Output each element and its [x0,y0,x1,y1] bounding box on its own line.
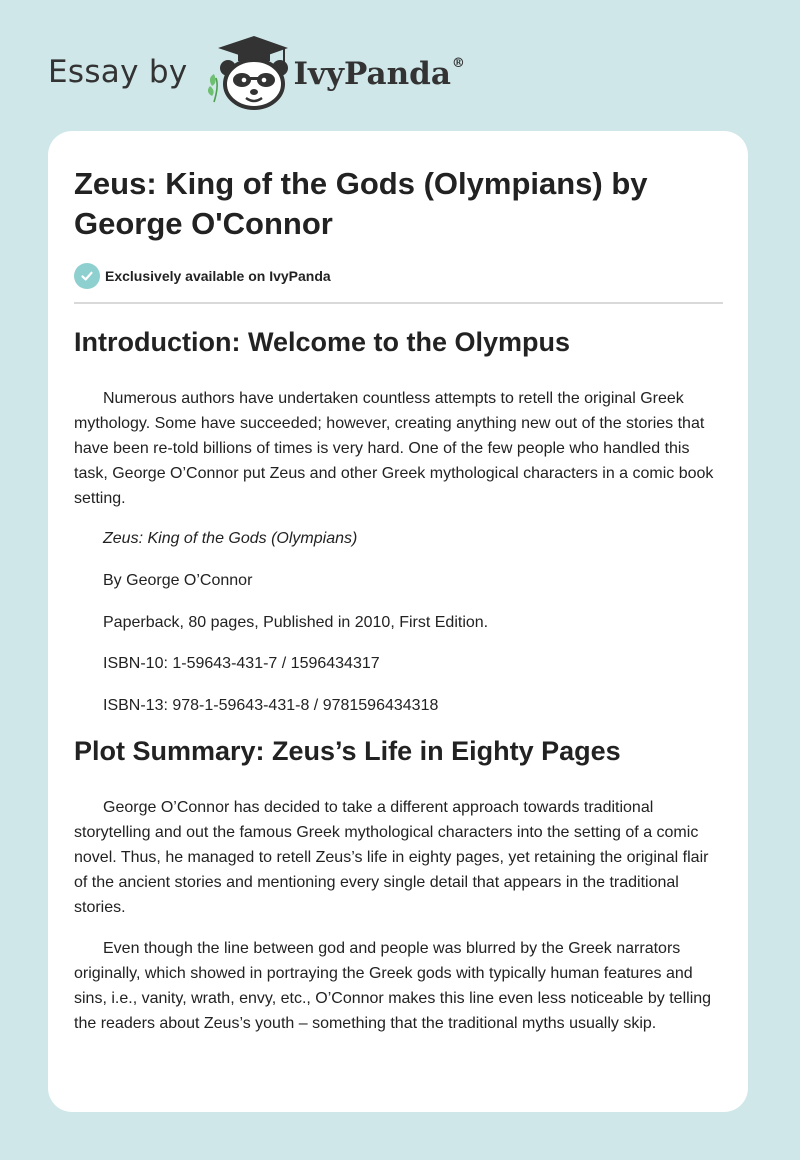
essay-by-label: Essay by [48,54,188,90]
brand-name[interactable] [294,56,465,92]
book-author: By George O’Connor [103,572,253,589]
book-title: Zeus: King of the Gods (Olympians) [103,530,358,547]
page-title: Zeus: King of the Gods (Olympians) by George O'Connor [74,166,648,241]
section-heading-introduction: Introduction: Welcome to the Olympus [74,327,571,357]
section-heading-plot-summary: Plot Summary: Zeus’s Life in Eighty Pages [74,736,621,766]
paragraph-plot-1: George O’Connor has decided to take a different approach towards traditional storytelling and out the famous Greek mythological characters into the setting of a comic novel. Thus, he managed to retell Zeus’s life in eighty pages, yet retaining the original flair of the ancient stories and mentioning every single detail that appears in the traditional stories. [74,799,709,916]
check-icon [74,263,100,289]
book-isbn13: ISBN-13: 978-1-59643-431-8 / 9781596434318 [103,697,439,714]
exclusive-badge [74,263,331,289]
panda-logo-icon[interactable] [202,34,294,110]
book-isbn10: ISBN-10: 1-59643-431-7 / 1596434317 [103,655,380,672]
site-header [48,32,465,112]
exclusive-label: Exclusively available on IvyPanda [105,268,331,284]
brand-text: IvyPanda [293,56,451,92]
paragraph-intro: Numerous authors have undertaken countless attempts to retell the original Greek mythology. Some have succeeded; however, creating anything new out of the stories that have been re-told billions of times is very hard. One of the few people who handled this task, George O’Connor put Zeus and other Greek mythological characters in a comic book setting. [74,390,714,507]
divider [74,302,723,304]
article-card [48,131,748,1112]
paragraph-plot-2: Even though the line between god and people was blurred by the Greek narrators originally, which showed in portraying the Greek gods with typically human features and sins, i.e., vanity, wrath, envy, etc., O’Connor makes this line even less noticeable by telling the readers about Zeus’s youth – something that the traditional myths usually skip. [74,940,712,1032]
book-edition: Paperback, 80 pages, Published in 2010, First Edition. [103,614,489,631]
registered-mark: ® [451,55,465,71]
